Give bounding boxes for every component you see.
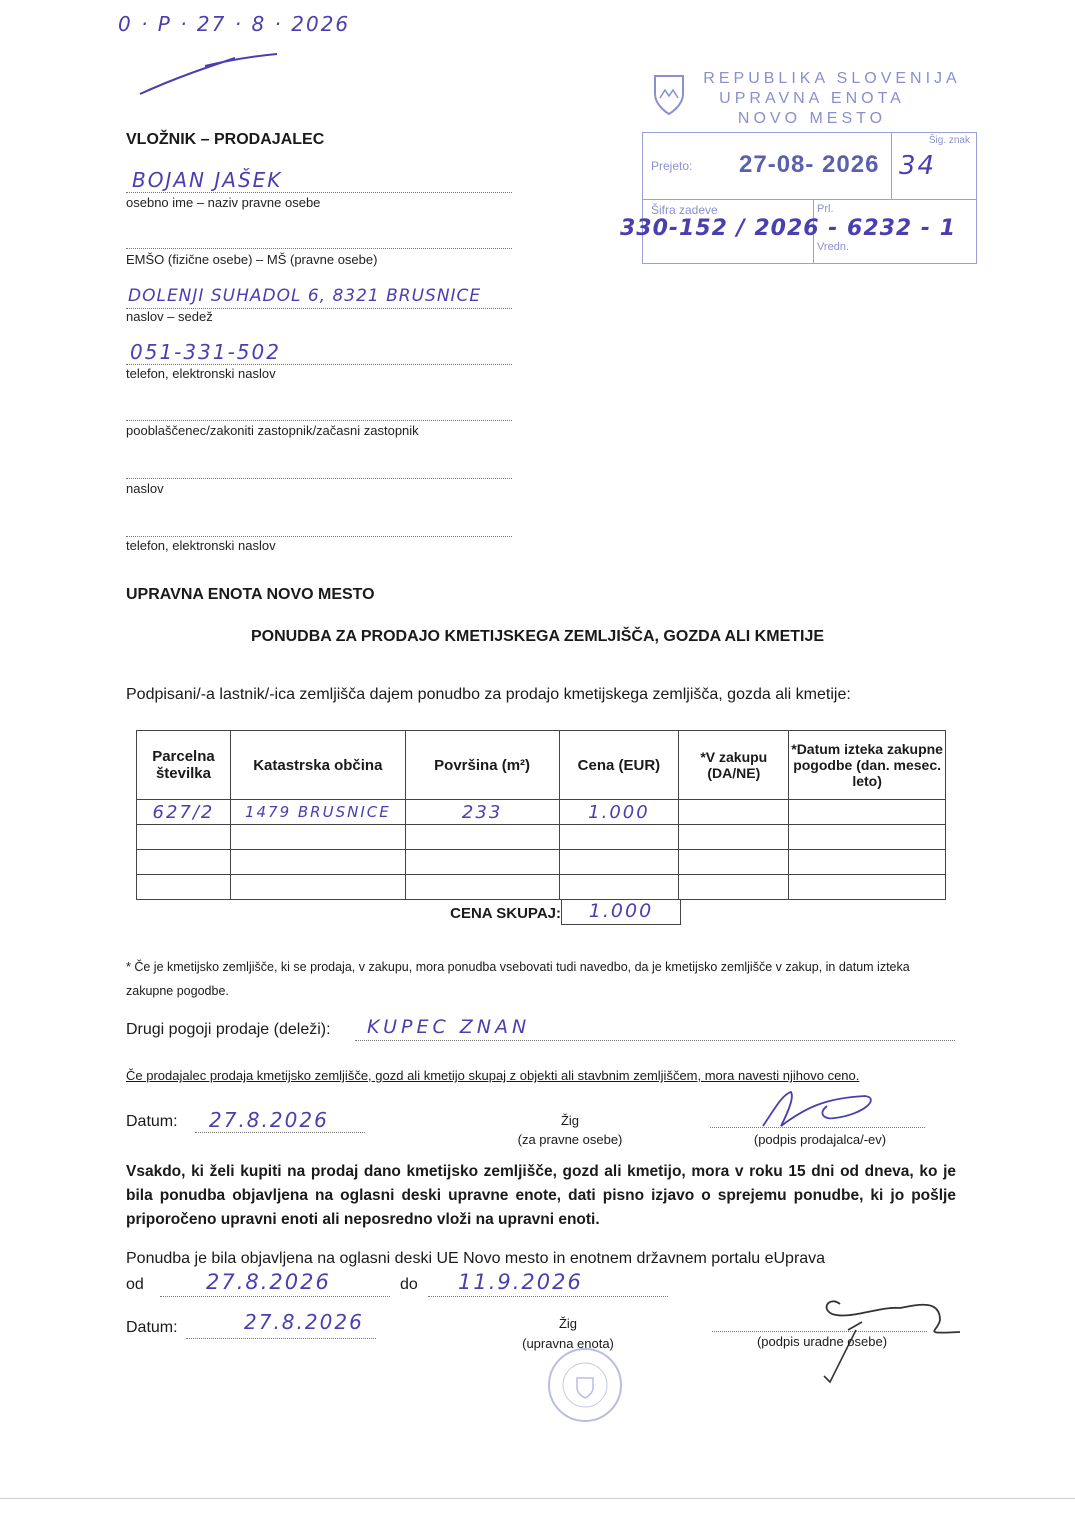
publication-to-field — [428, 1272, 668, 1297]
top-note: 0 · P · 27 · 8 · 2026 — [118, 12, 351, 36]
address-label: naslov – sedež — [126, 309, 213, 324]
total-value: 1.000 — [588, 900, 654, 922]
rep-phone-field — [126, 514, 512, 537]
cell-cadastral: 1479 BRUSNICE — [230, 800, 405, 825]
header-lease-end: *Datum izteka zakupne pogodbe (dan. mesec. leto) — [789, 731, 946, 800]
stamp-received-label: Prejeto: — [651, 159, 693, 173]
publication-from-field — [160, 1272, 390, 1297]
stamp-box — [642, 132, 977, 264]
representative-label: pooblaščenec/zakoniti zastopnik/začasni zastopnik — [126, 423, 419, 438]
rep-phone-label: telefon, elektronski naslov — [126, 538, 276, 553]
name-label: osebno ime – naziv pravne osebe — [126, 195, 321, 210]
other-terms-value: KUPEC ZNAN — [367, 1016, 531, 1038]
offer-table — [136, 730, 946, 900]
rep-address-field — [126, 456, 512, 479]
other-terms-field — [355, 1016, 955, 1041]
footnote: * Če je kmetijsko zemljišče, ki se prodaja, v zakupu, mora ponudba vsebovati tudi navedbo, da je kmetijsko zemljišče v zakup, in datum izteka zakupne pogodbe. — [126, 960, 910, 998]
publication-to-label: do — [400, 1276, 418, 1293]
table-row — [137, 850, 946, 875]
emso-field — [126, 228, 512, 249]
name-field — [126, 170, 512, 193]
total-box — [561, 899, 681, 925]
table-header-row — [137, 731, 946, 800]
seller-date-field — [195, 1108, 365, 1133]
office-date-field — [186, 1310, 376, 1339]
emso-label: EMŠO (fizične osebe) – MŠ (pravne osebe) — [126, 252, 378, 267]
address-field — [126, 286, 512, 309]
office-date-label: Datum: — [126, 1319, 178, 1336]
office-date-value: 27.8.2026 — [244, 1310, 364, 1334]
intro-text: Podpisani/-a lastnik/-ica zemljišča dajem ponudbo za prodajo kmetijskega zemljišča, gozda ali kmetije: — [126, 686, 851, 703]
office-sign-label: (podpis uradne osebe) — [756, 1334, 888, 1349]
stamp-received-num: 34 — [899, 151, 937, 181]
stamp-line1: REPUBLIKA SLOVENIJA — [703, 70, 961, 87]
seller-date-value: 27.8.2026 — [209, 1108, 329, 1132]
table-row — [137, 825, 946, 850]
received-stamp — [620, 66, 977, 264]
phone-field — [126, 340, 512, 365]
stamp-sig-label: Šig. znak — [928, 135, 970, 146]
representative-field — [126, 398, 512, 421]
publication-text: Ponudba je bila objavljena na oglasni deski UE Novo mesto in enotnem državnem portalu eUprava — [126, 1250, 826, 1267]
stamp-received-date: 27-08- 2026 — [739, 151, 880, 178]
seller-stamp-label: Žig — [560, 1113, 580, 1128]
document-title: PONUDBA ZA PRODAJO KMETIJSKEGA ZEMLJIŠČA, GOZDA ALI KMETIJE — [250, 628, 825, 645]
phone-label: telefon, elektronski naslov — [126, 366, 276, 381]
page-bottom-edge — [0, 1498, 1075, 1499]
header-price: Cena (EUR) — [559, 731, 679, 800]
applicant-heading: VLOŽNIK – PRODAJALEC — [126, 131, 325, 148]
cell-price: 1.000 — [559, 800, 679, 825]
seller-sign-label: (podpis prodajalca/-ev) — [753, 1132, 887, 1147]
stamp-code-value: 330-152 / 2026 - 6232 - 1 — [620, 216, 956, 241]
stamp-prl-label: Prl. — [817, 203, 834, 215]
name-value: BOJAN JAŠEK — [132, 168, 283, 192]
publication-to-value: 11.9.2026 — [458, 1270, 583, 1294]
seller-date-label: Datum: — [126, 1113, 178, 1130]
cell-lease-end — [789, 800, 946, 825]
header-area: Površina (m²) — [405, 731, 559, 800]
publication-from-value: 27.8.2026 — [206, 1270, 331, 1294]
stamp-line2: UPRAVNA ENOTA — [719, 90, 905, 107]
office-round-stamp-icon — [545, 1340, 625, 1430]
stamp-code-label: Šifra zadeve — [651, 203, 718, 217]
table-row — [137, 875, 946, 900]
header-parcel: Parcelna številka — [137, 731, 231, 800]
rep-address-label: naslov — [126, 481, 164, 496]
cell-lease — [679, 800, 789, 825]
table-row — [137, 800, 946, 825]
header-lease: *V zakupu (DA/NE) — [679, 731, 789, 800]
other-terms-label: Drugi pogoji prodaje (deleži): — [126, 1021, 331, 1038]
stamp-line3: NOVO MESTO — [737, 110, 887, 127]
cell-area: 233 — [405, 800, 559, 825]
authority-heading: UPRAVNA ENOTA NOVO MESTO — [126, 586, 375, 603]
seller-sign-line — [710, 1126, 925, 1128]
acceptance-notice: Vsakdo, ki želi kupiti na prodaj dano kmetijsko zemljišče, gozd ali kmetijo, mora v roku 15 dni od dneva, ko je bila ponudba objavljena na oglasni deski upravne enote, dati pisno izjavo o sprejemu ponudbe, ki jo pošlje priporočeno upravni enoti ali neposredno vloži na upravni enoti. — [126, 1163, 956, 1228]
office-stamp-label: Žig — [558, 1316, 578, 1331]
total-label: CENA SKUPAJ: — [450, 905, 561, 922]
phone-value: 051-331-502 — [130, 340, 281, 364]
cell-parcel: 627/2 — [137, 800, 231, 825]
publication-from-label: od — [126, 1276, 144, 1293]
address-value: DOLENJI SUHADOL 6, 8321 BRUSNICE — [128, 286, 482, 306]
header-cadastral: Katastrska občina — [230, 731, 405, 800]
coat-of-arms-icon — [652, 72, 686, 116]
objects-note: Če prodajalec prodaja kmetijsko zemljišče, gozd ali kmetijo skupaj z objekti ali stavbnim zemljiščem, mora navesti njihovo ceno. — [126, 1068, 860, 1083]
seller-stamp-sub: (za pravne osebe) — [517, 1132, 623, 1147]
office-stamp-sub: (upravna enota) — [522, 1336, 614, 1351]
office-sign-line — [712, 1330, 927, 1332]
stamp-value-label: Vredn. — [817, 241, 850, 253]
top-signature-icon — [135, 48, 285, 100]
